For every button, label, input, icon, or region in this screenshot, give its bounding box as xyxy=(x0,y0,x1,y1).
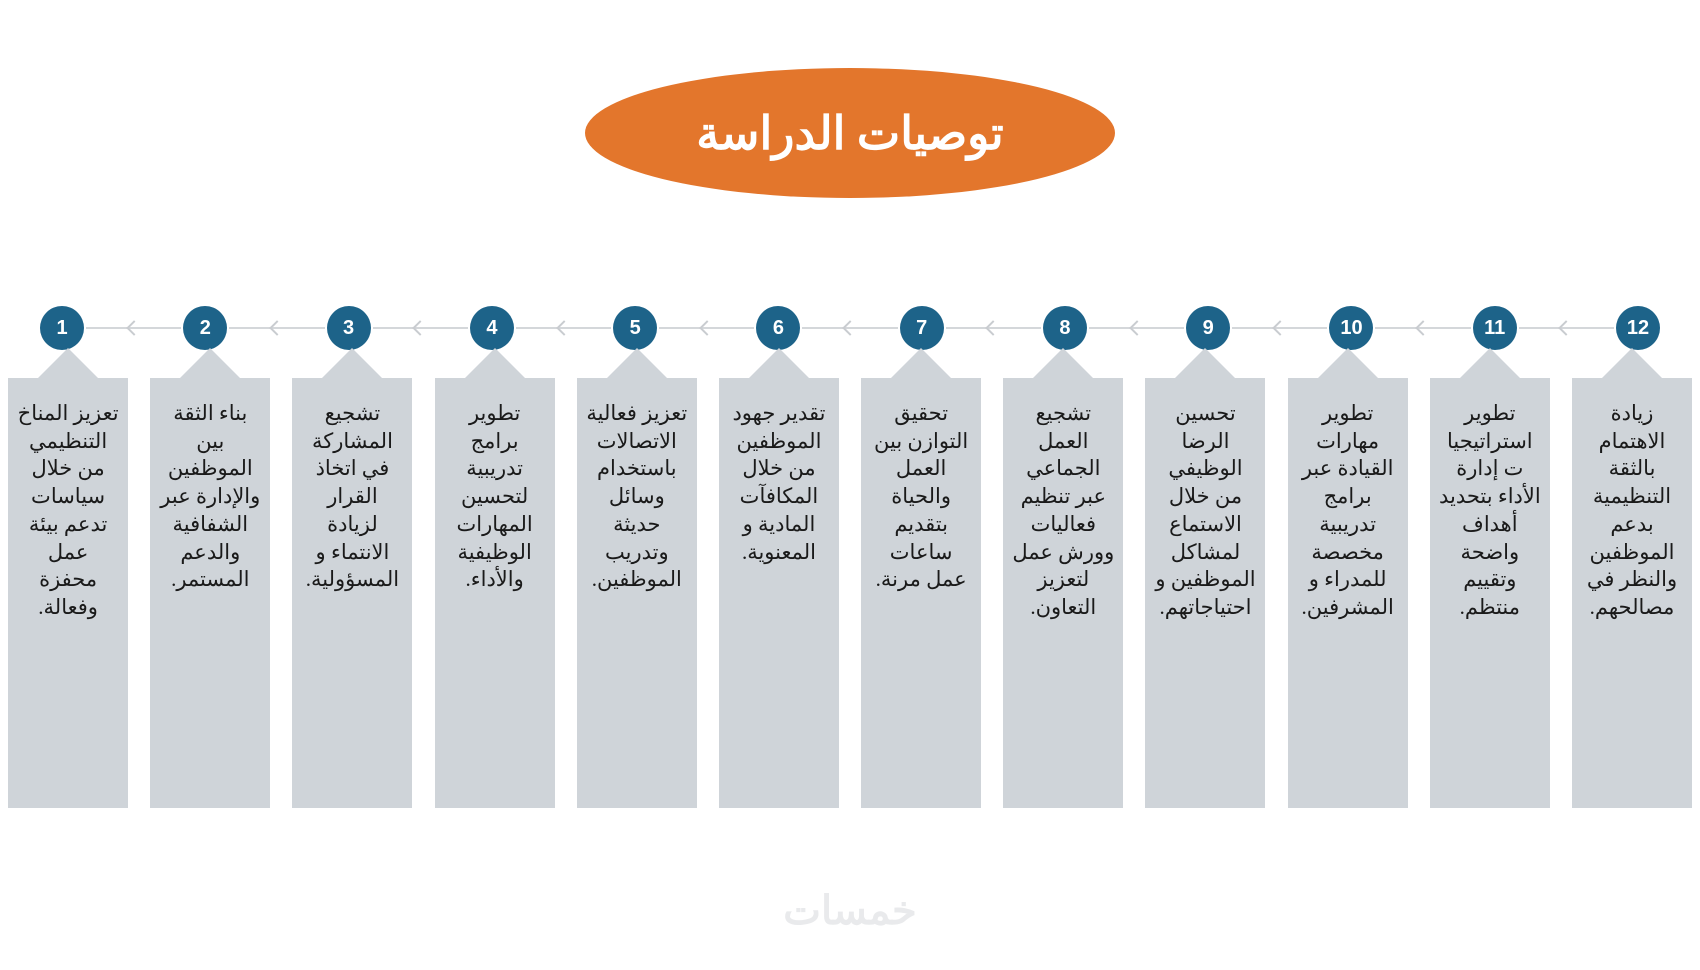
timeline-node xyxy=(470,306,514,350)
timeline-node xyxy=(327,306,371,350)
step-number-1: 1 xyxy=(40,306,84,350)
timeline-connector xyxy=(229,327,324,329)
recommendation-text-2: بناء الثقة بين الموظفين والإدارة عبر الشفافية والدعم المستمر. xyxy=(160,401,261,592)
step-number-7: 7 xyxy=(900,306,944,350)
step-number-9: 9 xyxy=(1186,306,1230,350)
recommendation-text-3: تشجيع المشاركة في اتخاذ القرار لزيادة الانتماء و المسؤولية. xyxy=(305,401,400,592)
timeline-connector xyxy=(86,327,181,329)
timeline-node xyxy=(1186,306,1230,350)
step-number-11: 11 xyxy=(1473,306,1517,350)
recommendation-text-12: زيادة الاهتمام بالثقة التنظيمية بدعم الموظفين والنظر في مصالحهم. xyxy=(1586,401,1678,620)
step-number-8: 8 xyxy=(1043,306,1087,350)
timeline-connector xyxy=(1089,327,1184,329)
recommendation-banner-5 xyxy=(577,348,697,808)
recommendation-banner-7 xyxy=(861,348,981,808)
recommendation-text-5: تعزيز فعالية الاتصالات باستخدام وسائل حديثة وتدريب الموظفين. xyxy=(586,401,688,592)
step-number-2: 2 xyxy=(183,306,227,350)
arrow-up-icon xyxy=(1175,348,1235,378)
page-title: توصيات الدراسة xyxy=(696,108,1004,159)
recommendation-text-9: تحسين الرضا الوظيفي من خلال الاستماع لمشاكل الموظفين و احتياجاتهم. xyxy=(1155,401,1256,620)
recommendation-banner-9 xyxy=(1145,348,1265,808)
recommendation-banner-11 xyxy=(1430,348,1550,808)
recommendation-banner-4 xyxy=(435,348,555,808)
arrow-up-icon xyxy=(1602,348,1662,378)
timeline-node xyxy=(1616,306,1660,350)
arrow-up-icon xyxy=(38,348,98,378)
timeline-node xyxy=(1043,306,1087,350)
title-banner xyxy=(0,68,1700,198)
banner-body xyxy=(719,378,839,808)
step-number-6: 6 xyxy=(756,306,800,350)
banner-body xyxy=(435,378,555,808)
recommendation-banner-3 xyxy=(292,348,412,808)
timeline-node xyxy=(40,306,84,350)
timeline-row xyxy=(40,305,1660,351)
step-number-5: 5 xyxy=(613,306,657,350)
timeline-connector xyxy=(802,327,897,329)
arrow-up-icon xyxy=(180,348,240,378)
watermark: خمسات xyxy=(783,888,917,933)
banner-body xyxy=(1003,378,1123,808)
timeline-node xyxy=(183,306,227,350)
arrow-up-icon xyxy=(1033,348,1093,378)
timeline-node xyxy=(756,306,800,350)
step-number-12: 12 xyxy=(1616,306,1660,350)
banner-body xyxy=(1288,378,1408,808)
timeline-connector xyxy=(1232,327,1327,329)
banner-body xyxy=(292,378,412,808)
recommendation-banner-12 xyxy=(1572,348,1692,808)
recommendation-text-1: تعزيز المناخ التنظيمي من خلال سياسات تدعم بيئة عمل محفزة وفعالة. xyxy=(17,401,119,620)
recommendation-text-11: تطوير استراتيجيات إدارة الأداء بتحديد أهداف واضحة وتقييم منتظم. xyxy=(1438,401,1541,620)
arrow-up-icon xyxy=(465,348,525,378)
recommendation-text-4: تطوير برامج تدريبية لتحسين المهارات الوظيفية والأداء. xyxy=(456,401,533,592)
arrow-up-icon xyxy=(891,348,951,378)
timeline-connector xyxy=(1519,327,1614,329)
recommendation-banner-1 xyxy=(8,348,128,808)
recommendation-text-8: تشجيع العمل الجماعي عبر تنظيم فعاليات وورش عمل لتعزيز التعاون. xyxy=(1012,401,1115,620)
timeline-node xyxy=(1473,306,1517,350)
recommendation-banner-6 xyxy=(719,348,839,808)
banner-body xyxy=(1572,378,1692,808)
recommendation-text-7: تحقيق التوازن بين العمل والحياة بتقديم ساعات عمل مرنة. xyxy=(874,401,969,592)
banner-body xyxy=(8,378,128,808)
timeline-connector xyxy=(659,327,754,329)
step-number-4: 4 xyxy=(470,306,514,350)
recommendation-text-10: تطوير مهارات القيادة عبر برامج تدريبية مخصصة للمدراء و المشرفين. xyxy=(1301,401,1394,620)
banner-body xyxy=(1145,378,1265,808)
arrow-up-icon xyxy=(322,348,382,378)
recommendation-banner-2 xyxy=(150,348,270,808)
timeline-node xyxy=(613,306,657,350)
timeline-connector xyxy=(1375,327,1470,329)
recommendation-banner-10 xyxy=(1288,348,1408,808)
step-number-3: 3 xyxy=(327,306,371,350)
timeline-connector xyxy=(946,327,1041,329)
title-ellipse xyxy=(585,68,1115,198)
banner-body xyxy=(577,378,697,808)
recommendation-banner-8 xyxy=(1003,348,1123,808)
arrow-up-icon xyxy=(1460,348,1520,378)
banner-body xyxy=(861,378,981,808)
banner-body xyxy=(150,378,270,808)
timeline-connector xyxy=(516,327,611,329)
timeline-node xyxy=(900,306,944,350)
timeline-connector xyxy=(373,327,468,329)
timeline-node xyxy=(1329,306,1373,350)
arrow-up-icon xyxy=(749,348,809,378)
banner-body xyxy=(1430,378,1550,808)
arrow-up-icon xyxy=(607,348,667,378)
arrow-up-icon xyxy=(1318,348,1378,378)
recommendation-banners xyxy=(8,348,1692,818)
recommendation-text-6: تقدير جهود الموظفين من خلال المكافآت المادية و المعنوية. xyxy=(732,401,826,564)
step-number-10: 10 xyxy=(1329,306,1373,350)
